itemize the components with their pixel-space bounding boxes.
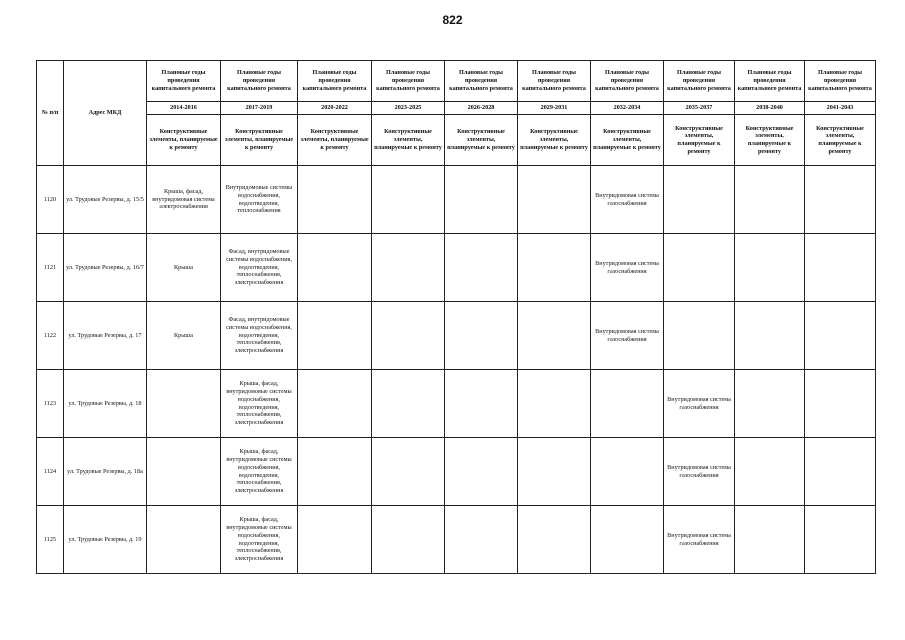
repair-elements-cell: Внутридомовая система газоснабжения (664, 370, 735, 438)
repair-elements-cell (805, 166, 876, 234)
repair-elements-cell (147, 506, 221, 574)
header-planned-years: Плановые годы проведения капитального ремонта (221, 61, 298, 102)
header-planned-years: Плановые годы проведения капитального ремонта (591, 61, 664, 102)
repair-elements-cell (372, 166, 445, 234)
repair-elements-cell (298, 234, 372, 302)
repair-elements-cell (591, 370, 664, 438)
address-cell: ул. Трудовые Резервы, д. 17 (64, 302, 147, 370)
repair-elements-cell (445, 506, 518, 574)
header-structural-elements: Конструктивные элементы, планируемые к ремонту (445, 115, 518, 166)
header-planned-years: Плановые годы проведения капитального ремонта (664, 61, 735, 102)
repair-elements-cell (518, 166, 591, 234)
repair-elements-cell (518, 438, 591, 506)
repair-elements-cell (518, 302, 591, 370)
header-period: 2041-2043 (805, 102, 876, 115)
table-row (37, 438, 876, 506)
header-planned-years: Плановые годы проведения капитального ремонта (735, 61, 805, 102)
repair-elements-cell: Внутридомовые системы водоснабжения, водоотведения, теплоснабжения (221, 166, 298, 234)
table-row (37, 302, 876, 370)
header-period: 2026-2028 (445, 102, 518, 115)
repair-elements-cell: Крыша, фасад, внутридомовые системы водоснабжения, водоотведения, теплоснабжения, электроснабжения (221, 438, 298, 506)
header-period: 2014-2016 (147, 102, 221, 115)
header-structural-elements: Конструктивные элементы, планируемые к ремонту (147, 115, 221, 166)
repair-elements-cell (805, 302, 876, 370)
address-cell: ул. Трудовые Резервы, д. 19 (64, 506, 147, 574)
repair-elements-cell (445, 302, 518, 370)
repair-elements-cell: Крыша, фасад, внутридомовые системы водоснабжения, водоотведения, теплоснабжения, электроснабжения (221, 370, 298, 438)
repair-elements-cell: Внутридомовая система газоснабжения (591, 166, 664, 234)
repair-elements-cell (372, 506, 445, 574)
capital-repair-schedule-table (36, 60, 876, 574)
header-structural-elements: Конструктивные элементы, планируемые к ремонту (298, 115, 372, 166)
repair-elements-cell (298, 166, 372, 234)
repair-elements-cell (445, 166, 518, 234)
repair-elements-cell (298, 370, 372, 438)
repair-elements-cell (518, 370, 591, 438)
address-cell: ул. Трудовые Резервы, д. 16/7 (64, 234, 147, 302)
repair-elements-cell: Крыша, фасад, внутридомовые системы водоснабжения, водоотведения, теплоснабжения, электроснабжения (221, 506, 298, 574)
repair-elements-cell (372, 370, 445, 438)
header-structural-elements: Конструктивные элементы, планируемые к ремонту (372, 115, 445, 166)
repair-elements-cell (735, 438, 805, 506)
repair-elements-cell (445, 370, 518, 438)
repair-elements-cell (735, 370, 805, 438)
table-body (37, 166, 876, 574)
header-period: 2017-2019 (221, 102, 298, 115)
header-period: 2023-2025 (372, 102, 445, 115)
repair-elements-cell (664, 166, 735, 234)
repair-elements-cell (735, 166, 805, 234)
repair-elements-cell (147, 370, 221, 438)
repair-elements-cell (805, 234, 876, 302)
header-planned-years: Плановые годы проведения капитального ремонта (805, 61, 876, 102)
header-structural-elements: Конструктивные элементы, планируемые к ремонту (591, 115, 664, 166)
repair-elements-cell (518, 506, 591, 574)
repair-elements-cell: Внутридомовая система газоснабжения (664, 506, 735, 574)
repair-elements-cell (735, 234, 805, 302)
repair-elements-cell (805, 438, 876, 506)
repair-elements-cell (664, 302, 735, 370)
repair-elements-cell: Внутридомовая система газоснабжения (591, 302, 664, 370)
repair-elements-cell (591, 438, 664, 506)
repair-elements-cell (372, 302, 445, 370)
address-cell: ул. Трудовые Резервы, д. 18 (64, 370, 147, 438)
repair-elements-cell (372, 234, 445, 302)
repair-elements-cell: Фасад, внутридомовые системы водоснабжения, водоотведения, теплоснабжения, электроснабжения (221, 234, 298, 302)
table-header (37, 61, 876, 166)
header-planned-years: Плановые годы проведения капитального ремонта (518, 61, 591, 102)
header-period: 2020-2022 (298, 102, 372, 115)
repair-elements-cell (147, 438, 221, 506)
repair-elements-cell: Крыша (147, 234, 221, 302)
repair-elements-cell: Внутридомовая система газоснабжения (664, 438, 735, 506)
repair-elements-cell (445, 234, 518, 302)
row-number-cell: 1122 (37, 302, 64, 370)
address-cell: ул. Трудовые Резервы, д. 18а (64, 438, 147, 506)
header-period: 2035-2037 (664, 102, 735, 115)
header-planned-years: Плановые годы проведения капитального ремонта (147, 61, 221, 102)
row-number-cell: 1123 (37, 370, 64, 438)
repair-elements-cell (298, 506, 372, 574)
repair-elements-cell (298, 302, 372, 370)
table-row (37, 234, 876, 302)
repair-elements-cell (518, 234, 591, 302)
header-address: Адрес МКД (64, 61, 147, 166)
table-row (37, 370, 876, 438)
header-structural-elements: Конструктивные элементы, планируемые к ремонту (221, 115, 298, 166)
table-row (37, 506, 876, 574)
repair-elements-cell: Фасад, внутридомовые системы водоснабжения, водоотведения, теплоснабжения, электроснабжения (221, 302, 298, 370)
row-number-cell: 1120 (37, 166, 64, 234)
repair-elements-cell (591, 506, 664, 574)
header-period: 2032-2034 (591, 102, 664, 115)
header-planned-years: Плановые годы проведения капитального ремонта (445, 61, 518, 102)
repair-elements-cell: Внутридомовая система газоснабжения (591, 234, 664, 302)
header-structural-elements: Конструктивные элементы, планируемые к ремонту (805, 115, 876, 166)
repair-elements-cell (664, 234, 735, 302)
repair-elements-cell (445, 438, 518, 506)
address-cell: ул. Трудовые Резервы, д. 15/5 (64, 166, 147, 234)
repair-elements-cell (372, 438, 445, 506)
repair-elements-cell: Крыша, фасад, внутридомовая система электроснабжения (147, 166, 221, 234)
row-number-cell: 1124 (37, 438, 64, 506)
repair-elements-cell (805, 370, 876, 438)
repair-elements-cell (735, 302, 805, 370)
header-period: 2038-2040 (735, 102, 805, 115)
header-planned-years: Плановые годы проведения капитального ремонта (298, 61, 372, 102)
row-number-cell: 1125 (37, 506, 64, 574)
row-number-cell: 1121 (37, 234, 64, 302)
header-structural-elements: Конструктивные элементы, планируемые к ремонту (518, 115, 591, 166)
repair-elements-cell: Крыша (147, 302, 221, 370)
repair-elements-cell (298, 438, 372, 506)
repair-elements-cell (735, 506, 805, 574)
page-number: 822 (442, 13, 463, 27)
table-row (37, 166, 876, 234)
repair-elements-cell (805, 506, 876, 574)
header-period: 2029-2031 (518, 102, 591, 115)
header-planned-years: Плановые годы проведения капитального ремонта (372, 61, 445, 102)
header-structural-elements: Конструктивные элементы, планируемые к ремонту (735, 115, 805, 166)
header-number: № п/п (37, 61, 64, 166)
header-structural-elements: Конструктивные элементы, планируемые к ремонту (664, 115, 735, 166)
